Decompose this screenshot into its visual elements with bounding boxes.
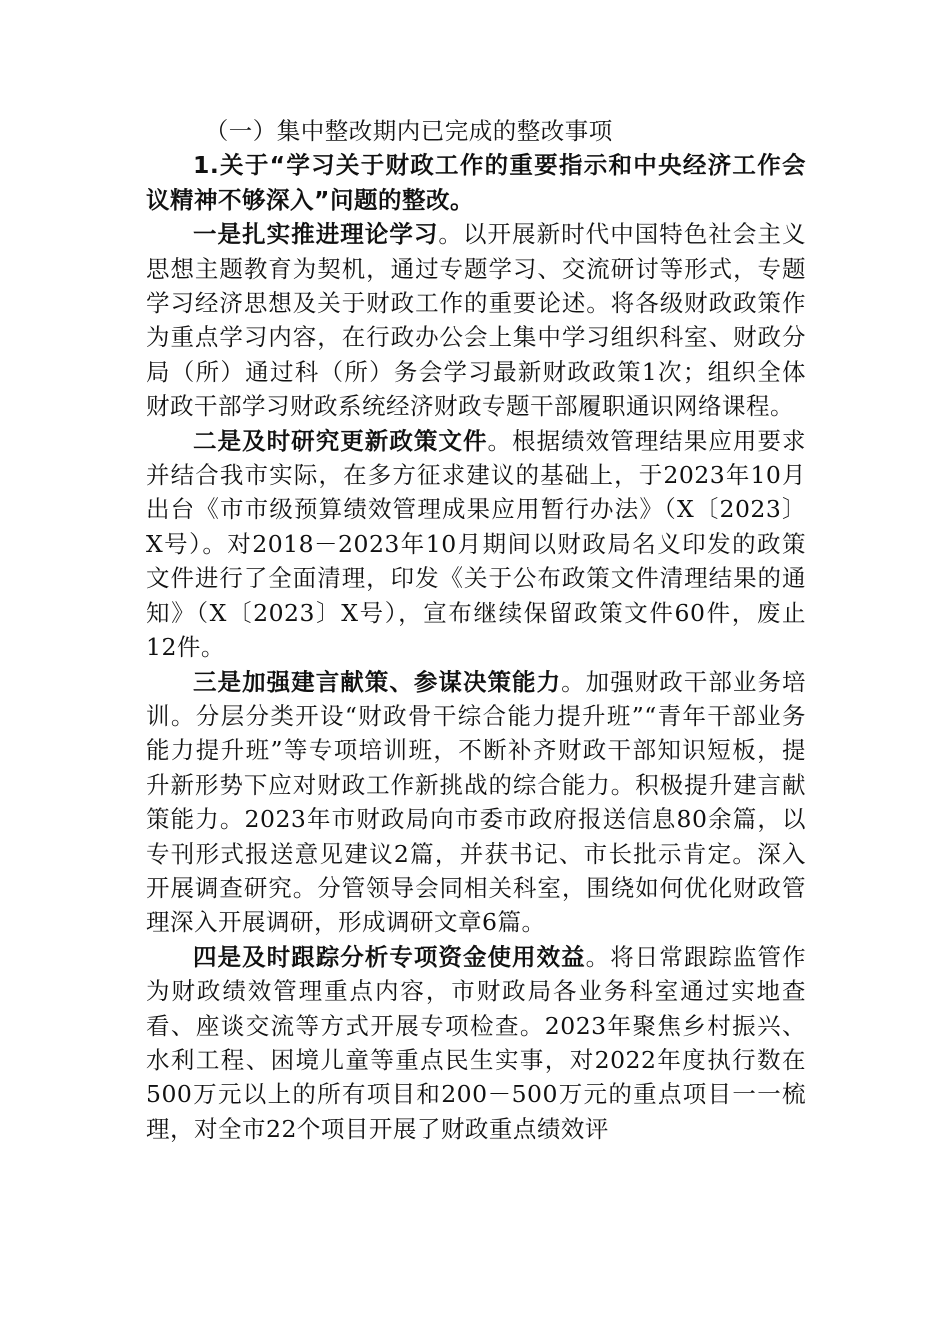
document-body — [146, 114, 806, 1146]
section-heading: （一）集中整改期内已完成的整改事项 — [204, 117, 613, 145]
paragraph-4 — [146, 940, 806, 1146]
item-heading: 1.关于“学习关于财政工作的重要指示和中央经济工作会议精神不够深入”问题的整改。 — [146, 151, 806, 214]
paragraph-3-lead: 三是加强建言献策、参谋决策能力 — [193, 667, 562, 696]
paragraph-2-body: 。根据绩效管理结果应用要求并结合我市实际，在多方征求建议的基础上，于2023年10月出台《市市级预算绩效管理成果应用暂行办法》（X〔2023〕X号）。对2018－2023年10月期间以财政局名义印发的政策文件进行了全面清理，印发《关于公布政策文件清理结果的通知》（X〔2023〕X号），宣布继续保留政策文件60件，废止12件。 — [146, 426, 806, 662]
paragraph-3 — [146, 665, 806, 940]
paragraph-2-lead: 二是及时研究更新政策文件 — [193, 426, 488, 455]
paragraph-4-body: 。将日常跟踪监管作为财政绩效管理重点内容，市财政局各业务科室通过实地查看、座谈交流等方式开展专项检查。2023年聚焦乡村振兴、水利工程、困境儿童等重点民生实事，对2022年度执行数在500万元以上的所有项目和200－500万元的重点项目一一梳理，对全市22个项目开展了财政重点绩效评 — [146, 942, 807, 1143]
paragraph-1 — [146, 217, 806, 423]
paragraph-4-lead: 四是及时跟踪分析专项资金使用效益 — [193, 942, 586, 971]
paragraph-2 — [146, 424, 806, 665]
paragraph-1-lead: 一是扎实推进理论学习 — [193, 220, 439, 249]
paragraph-3-body: 。加强财政干部业务培训。分层分类开设“财政骨干综合能力提升班”“青年干部业务能力提升班”等专项培训班，不断补齐财政干部知识短板，提升新形势下应对财政工作新挑战的综合能力。积极提升建言献策能力。2023年市财政局向市委市政府报送信息80余篇，以专刊形式报送意见建议2篇，并获书记、市长批示肯定。深入开展调查研究。分管领导会同相关科室，围绕如何优化财政管理深入开展调研，形成调研文章6篇。 — [146, 667, 806, 937]
paragraph-1-body: 。以开展新时代中国特色社会主义思想主题教育为契机，通过专题学习、交流研讨等形式，专题学习经济思想及关于财政工作的重要论述。将各级财政政策作为重点学习内容，在行政办公会上集中学习组织科室、财政分局（所）通过科（所）务会学习最新财政政策1次；组织全体财政干部学习财政系统经济财政专题干部履职通识网络课程。 — [146, 220, 807, 421]
